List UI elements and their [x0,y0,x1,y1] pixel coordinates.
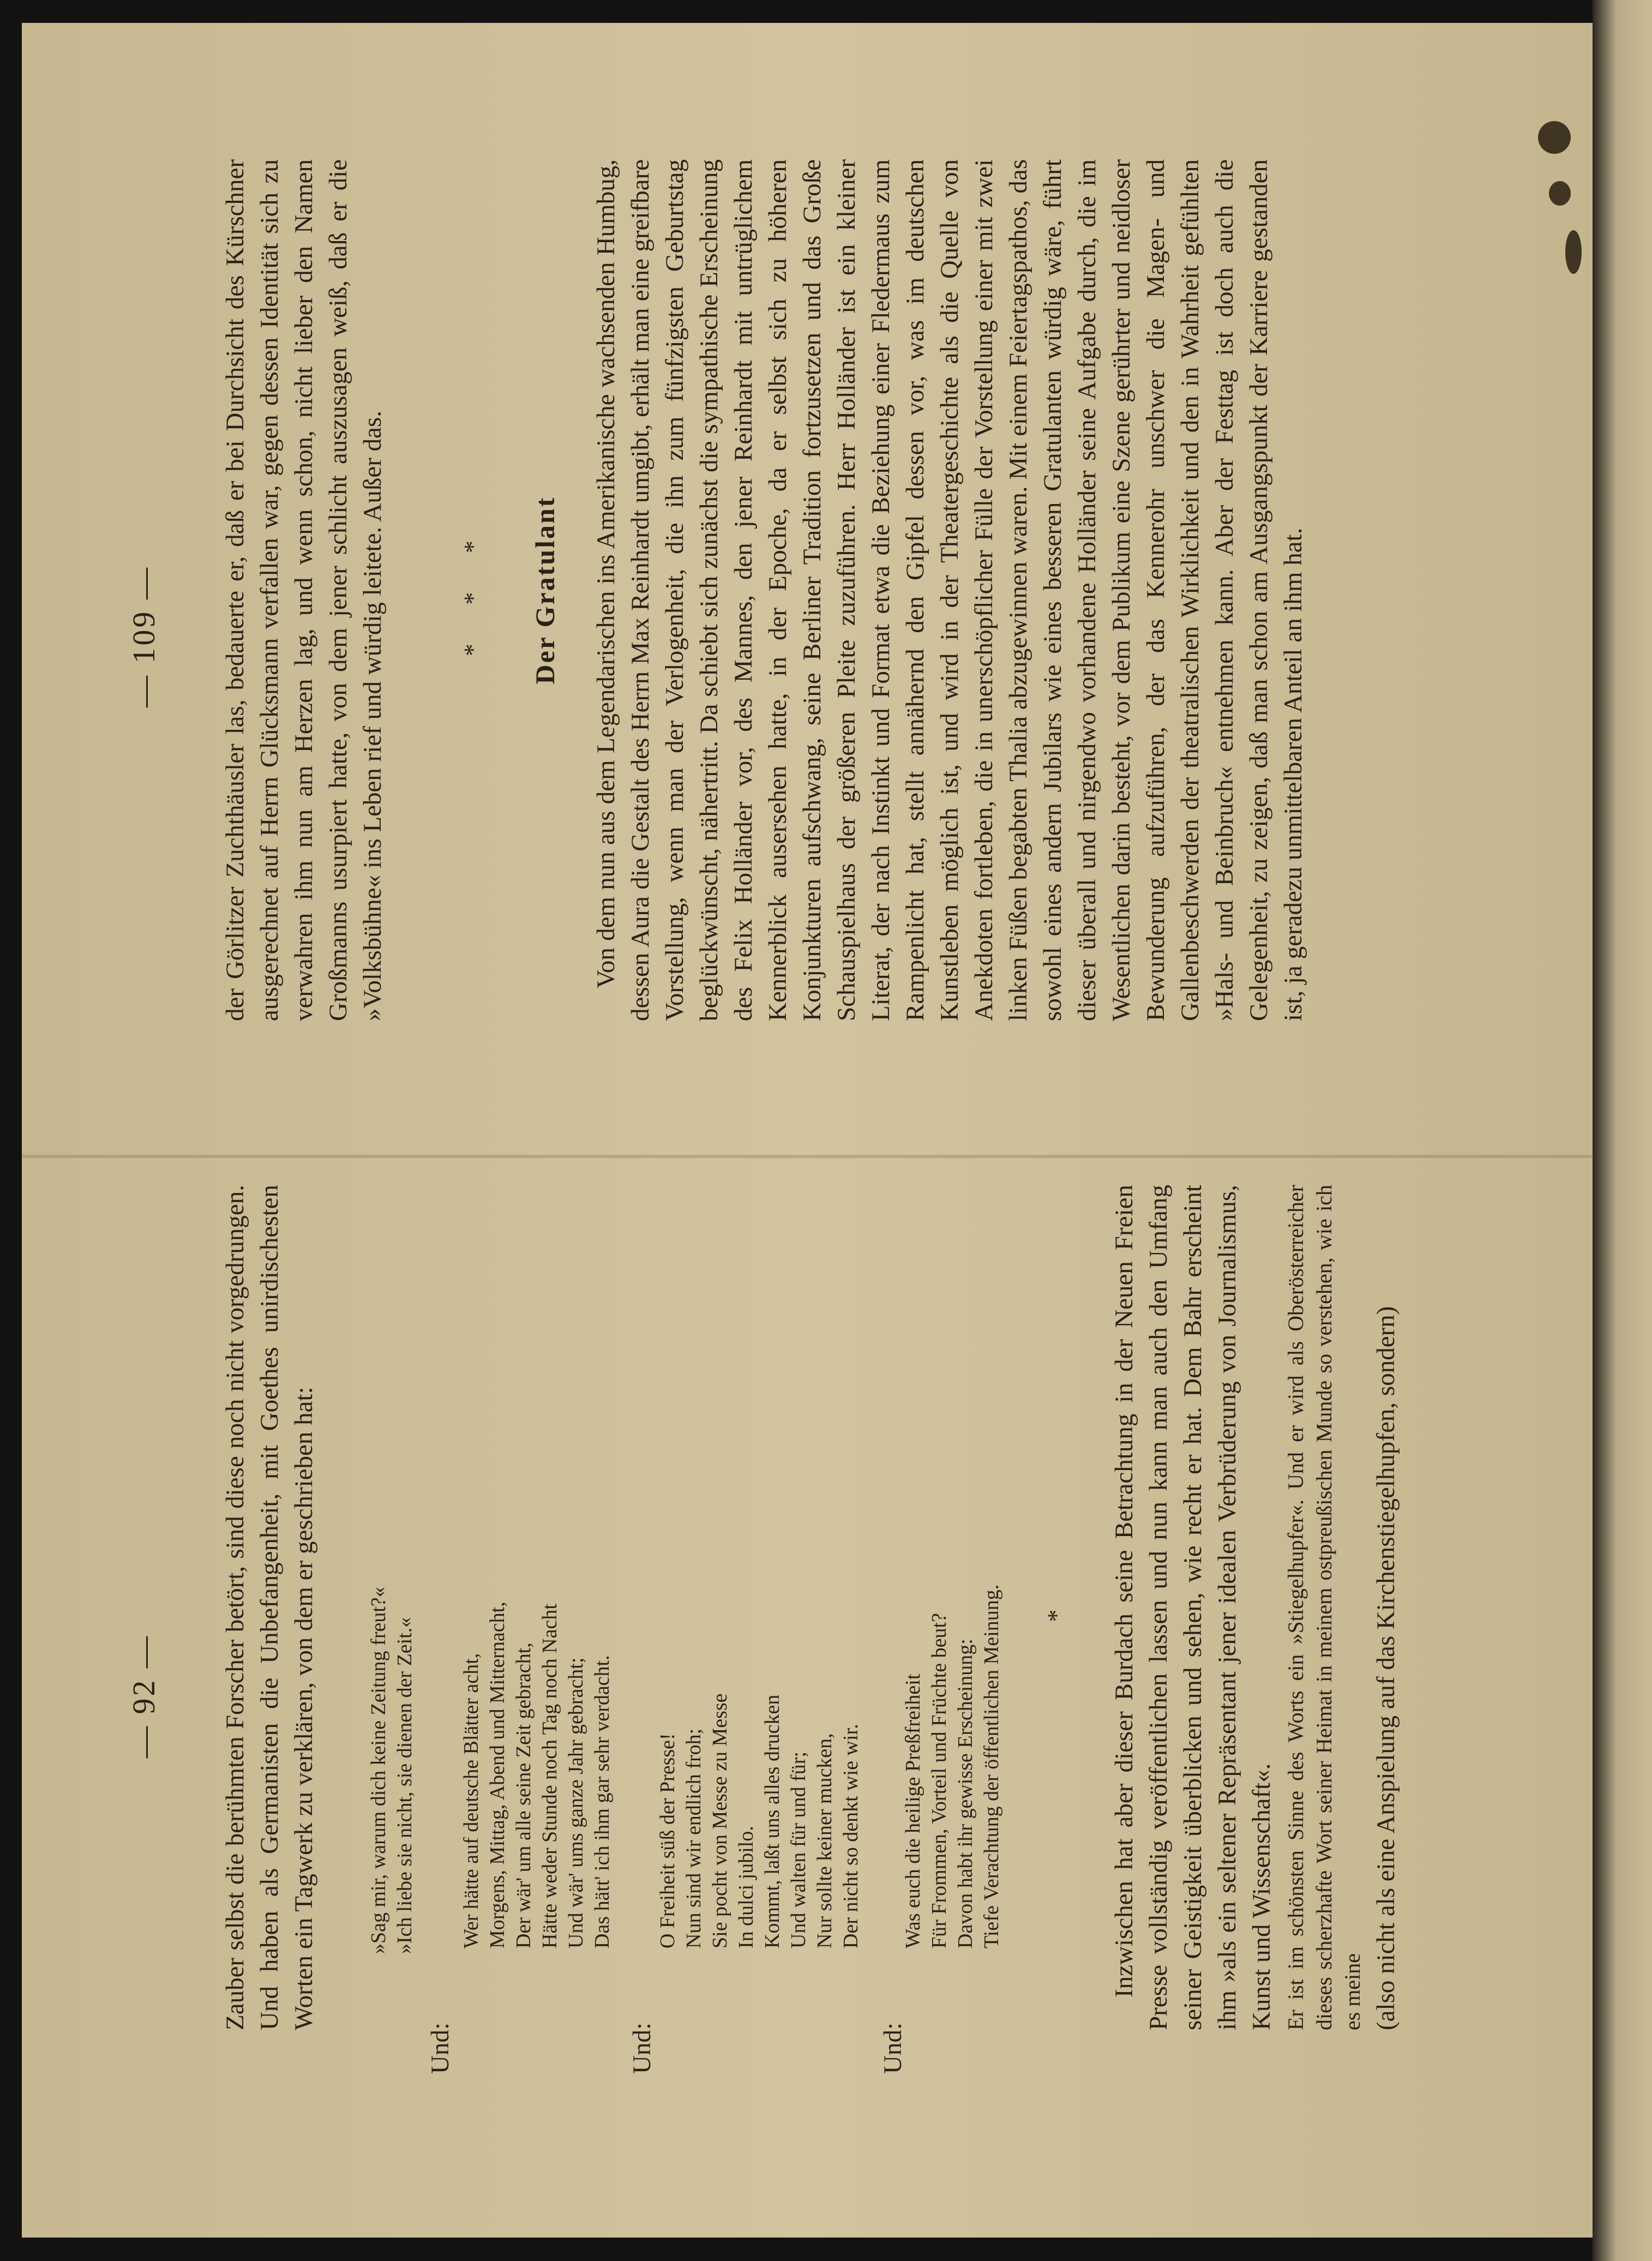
verse-1: Wer hätte auf deutsche Blätter acht, Morgens, Mittag, Abend und Mitternacht, Der wär' um alle seine Zeit gebracht, Hätte weder Stunde noch Tag noch Nacht Und wär' ums ganze Jahr gebracht; Das hätt' ich ihm gar sehr verdacht. [460,1602,614,1948]
left-paragraph-2: Inzwischen hat aber dieser Burdach seine Betrachtung in der Neuen Freien Presse vollständig veröffentlichen lassen und nun kann man auch den Umfang seiner Geistigkeit überblicken und sehen, wie recht er hat. Dem Bahr erscheint ihm »als ein seltener Repräsentant jener idealen Verbrüderung von Journalismus, Kunst und Wissenschaft«. [1110,1185,1276,2030]
verse-3: Was euch die heilige Preßfreiheit Für Frommen, Vorteil und Früchte beut? Davon habt ihr gewisse Erscheinung: Tiefe Verachtung der öffentlichen Meinung. [902,1584,1003,1948]
goethe-quote [365,1245,418,1954]
right-paragraph-1: der Görlitzer Zuchthäusler las, bedauerte er, daß er bei Durchsicht des Kürschner ausgerechnet auf Herrn Glücksmann verfallen war, gegen dessen Identität sich zu verwahren ihm nun am Herzen lag, und wenn schon, nicht lieber den Namen Großmanns usurpiert hatte, von dem jener schlicht auszusagen weiß, daß er die »Volksbühne« ins Leben rief und würdig leitete. Außer das. [221,159,387,1021]
left-intro-paragraph: Zauber selbst die berühmten Forscher betört, sind diese noch nicht vorgedrungen. Und haben als Germanisten die Unbefangenheit, mit Goethes unirdischesten Worten ein Tagwerk zu verklären, von dem er geschrieben hat: [221,1185,318,2030]
spread [22,110,1593,2238]
verse-2: O Freiheit süß der Presse! Nun sind wir endlich froh; Sie pocht von Messe zu Messe In dulci jubilo. Kommt, laßt uns alles drucken Und walten für und für; Nur sollte keiner mucken, Der nicht so denkt wie wir. [656,1693,862,1948]
binding-edge [1593,0,1652,2261]
scanned-sheet [22,23,1593,2238]
right-stars: * * * [459,524,486,656]
und-label-2: Und: [628,2023,656,2074]
und-label-1: Und: [426,2023,454,2074]
section-heading: Der Gratulant [530,496,560,685]
left-separator: * [1042,1593,1070,1622]
left-page-number: — 92 — [126,1634,161,1758]
left-small-paragraph: Er ist im schönsten Sinne des Worts ein »Stiegelhupfer«. Und er wird als Oberösterreicher dieses scherzhafte Wort seiner Heimat in meinem ostpreußischen Munde so verstehen, wie ich es meine [1283,1185,1365,2030]
right-paragraph-2: Von dem nun aus dem Legendarischen ins Amerikanische wachsenden Humbug, dessen Aura die Gestalt des Herrn Max Reinhardt umgibt, erhält man eine greifbare Vorstellung, wenn man der Verlogenheit, die ihn zum fünfzigsten Geburtstag beglückwünscht, nähertritt. Da schiebt sich zunächst die sympathische Erscheinung des Felix Holländer vor, des Mannes, den jener Reinhardt mit untrüglichem Kennerblick ausersehen hatte, in der Epoche, da er selbst sich zu höheren Konjunkturen aufschwang, seine Berliner Tradition fortzusetzen und das Große Schauspielhaus der größeren Pleite zuzuführen. Herr Holländer ist ein kleiner Literat, der nach Instinkt und Format etwa die Beziehung einer Fledermaus zum Rampenlicht hat, stellt annähernd den Gipfel dessen vor, was im deutschen Kunstleben möglich ist, und wird in der Theatergeschichte als die Quelle von Anekdoten fortleben, die in unerschöpflicher Fülle der Vorstellung einer mit zwei linken Füßen begabten Thalia abzugewinnen waren. Mit einem Feiertagspathos, das sowohl eines andern Jubilars wie eines besseren Gratulanten würdig wäre, führt dieser überall und nirgendwo vorhandene Holländer seine Aufgabe durch, die im Wesentlichen darin besteht, vor dem Publikum eine Szene gerührter und neidloser Bewunderung aufzuführen, der das Kennerohr unschwer die Magen- und Gallenbeschwerden der theatralischen Wirklichkeit und den in Wahrheit gefühlten »Hals- und Beinbruch« entnehmen kann. Aber der Festtag ist doch auch die Gelegenheit, zu zeigen, daß man schon am Ausgangspunkt der Karriere gestanden ist, ja geradezu unmittelbaren Anteil an ihm hat. [592,159,1307,1021]
quote-line-2: »Ich liebe sie nicht, sie dienen der Zeit.« [393,1617,416,1954]
quote-line-1: »Sag mir, warum dich keine Zeitung freut?« [367,1587,390,1954]
und-label-3: Und: [879,2023,907,2074]
right-page-number: — 109 — [126,566,161,707]
left-closing: (also nicht als eine Anspielung auf das Kirchenstiegelhupfen, sondern) [1372,1306,1400,2030]
